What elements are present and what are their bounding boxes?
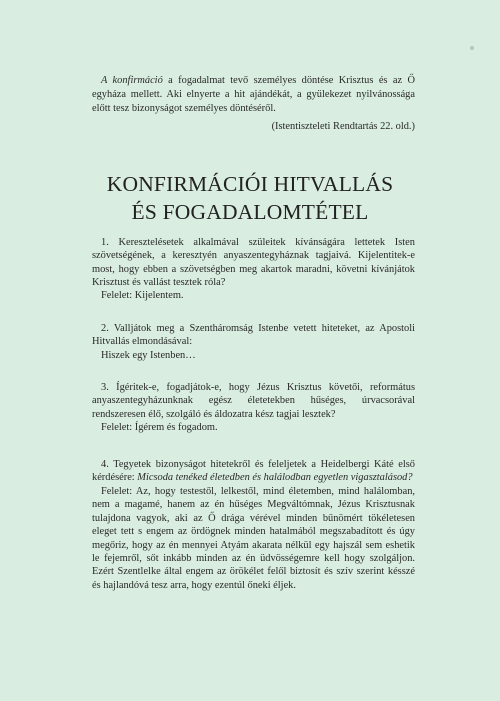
title-line-2: ÉS FOGADALOMTÉTEL (131, 200, 369, 224)
answer-2: Hiszek egy Istenben… (101, 350, 196, 361)
page-title (60, 170, 440, 226)
answer-4: Felelet: Az, hogy testestől, lelkestől, mind életemben, mind halálomban, nem a magamé, hanem az én hűséges Megváltómnak, Jézus Krisztusnak tulajdona vagyok, aki az Ő drága vérével minden bűnömért tökéletesen eleget tett s engem az ördögnek minden hatalmából megszabadított és úgy megőriz, hogy az én mennyei Atyám akarata nélkül egy hajszál sem eshetik le fejemről, sőt inkább minden az én üdvösségemre kell hogy szolgáljon. Ezért Szentlelke által engem az örökélet felől biztosít és szív szerint késszé és hajlandóvá tesz arra, hogy ezentúl őneki éljek. (92, 486, 415, 591)
intro-text: a fogadalmat tevő személyes döntése Krisztus és az Ő egyháza mellett. Aki elnyerte a hit ajándékát, a gyülekezet nyilvánossága előtt tesz bizonyságot személyes döntéséről. (92, 75, 415, 114)
intro-italic-phrase: A konfirmáció (101, 75, 163, 86)
question-4-italic: Micsoda tenéked életedben és halálodban egyetlen vigasztalásod? (137, 472, 413, 484)
intro-paragraph (92, 74, 415, 116)
answer-1: Felelet: Kijelentem. (101, 290, 184, 301)
question-1: 1. Keresztelésetek alkalmával szüleitek kívánságára lettetek Isten szövetségének, a keresztyén anyaszentegyháznak tagjaivá. Kijelentitek-e most, hogy ebben a szövetségben meg akartok maradni, követni kívánjátok Krisztust és vallást tesztek róla? (92, 237, 415, 289)
title-line-1: KONFIRMÁCIÓI HITVALLÁS (106, 172, 394, 196)
question-4 (92, 458, 415, 485)
answer-3: Felelet: Ígérem és fogadom. (101, 422, 218, 433)
question-3: 3. Ígéritek-e, fogadjátok-e, hogy Jézus Krisztus követői, református anyaszentegyházunknak egész életetekben hűséges, úrvacsorával rendszeresen élő, szolgáló és áldozatra kész tagjai lesztek? (92, 382, 415, 420)
page-speck (470, 46, 474, 50)
intro-source: (Istentiszteleti Rendtartás 22. old.) (271, 121, 415, 132)
question-4-text: 4. Tegyetek bizonyságot hitetekről és feleljetek a Heidelbergi Káté első kérdésére: (92, 459, 415, 484)
question-2: 2. Valljátok meg a Szentháromság Istenbe vetett hiteteket, az Apostoli Hitvallás elmondásával: (92, 323, 415, 348)
